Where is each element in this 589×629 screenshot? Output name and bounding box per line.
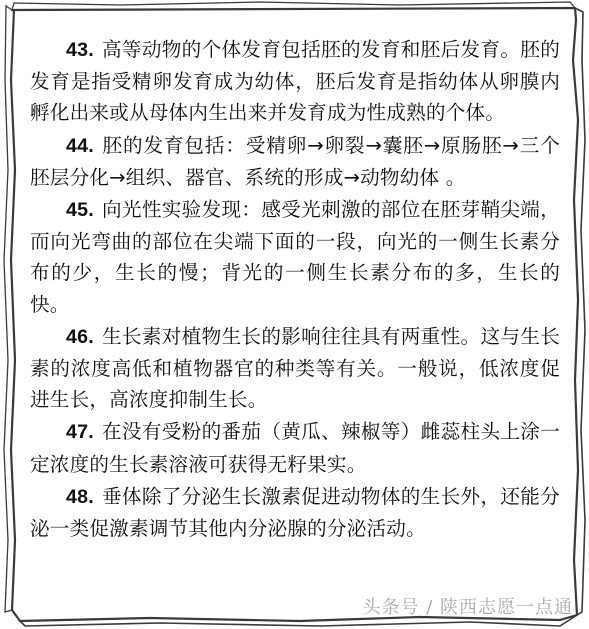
text-content — [30, 34, 560, 545]
item-number: 47 — [66, 421, 89, 444]
item-text: 胚的发育包括：受精卵→卵裂→囊胚→原肠胚→三个胚层分化→组织、器官、系统的形成→动物幼体 。 — [30, 133, 560, 189]
item-45: 45. 向光性实验发现：感受光刺激的部位在胚芽鞘尖端，而向光弯曲的部位在尖端下面的一段，向光的一侧生长素分布的少，生长的慢；背光的一侧生长素分布的多，生长的快。 — [30, 198, 560, 316]
item-44: 44. 胚的发育包括：受精卵→卵裂→囊胚→原肠胚→三个胚层分化→组织、器官、系统的形成→动物幼体 。 — [30, 133, 560, 189]
item-number: 45 — [66, 199, 89, 222]
item-46: 46. 生长素对植物生长的影响往往具有两重性。这与生长素的浓度高低和植物器官的种类等有关。一般说，低浓度促进生长，高浓度抑制生长。 — [30, 324, 560, 412]
item-43: 43. 高等动物的个体发育包括胚的发育和胚后发育。胚的发育是指受精卵发育成为幼体，胚后发育是指幼体从卵膜内孵化出来或从母体内生出来并发育成为性成熟的个体。 — [30, 38, 560, 125]
item-47: 47. 在没有受粉的番茄（黄瓜、辣椒等）雌蕊柱头上涂一定浓度的生长素溶液可获得无籽果实。 — [30, 420, 560, 476]
item-text: 生长素对植物生长的影响往往具有两重性。这与生长素的浓度高低和植物器官的种类等有关。一般说，低浓度促进生长，高浓度抑制生长。 — [30, 324, 560, 412]
item-number: 48 — [66, 485, 89, 508]
item-text: 向光性实验发现：感受光刺激的部位在胚芽鞘尖端，而向光弯曲的部位在尖端下面的一段，向光的一侧生长素分布的少，生长的慢；背光的一侧生长素分布的多，生长的快。 — [30, 198, 560, 316]
item-text: 在没有受粉的番茄（黄瓜、辣椒等）雌蕊柱头上涂一定浓度的生长素溶液可获得无籽果实。 — [30, 420, 560, 476]
item-number: 44 — [66, 134, 89, 157]
item-48: 48. 垂体除了分泌生长激素促进动物体的生长外，还能分泌一类促激素调节其他内分泌腺的分泌活动。 — [30, 484, 560, 541]
item-text: 垂体除了分泌生长激素促进动物体的生长外，还能分泌一类促激素调节其他内分泌腺的分泌活动。 — [30, 484, 560, 541]
watermark: 头条号 / 陕西志愿一点通 — [362, 597, 573, 618]
item-number: 46 — [66, 325, 89, 348]
item-number: 43 — [66, 39, 89, 61]
item-text: 高等动物的个体发育包括胚的发育和胚后发育。胚的发育是指受精卵发育成为幼体，胚后发育是指幼体从卵膜内孵化出来或从母体内生出来并发育成为性成熟的个体。 — [30, 38, 560, 125]
